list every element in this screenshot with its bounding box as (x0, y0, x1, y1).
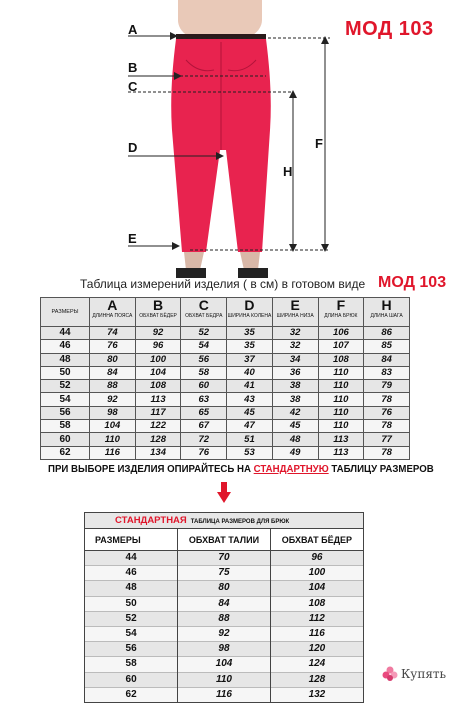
measure-cell: 110 (318, 393, 364, 406)
standard-row (85, 626, 363, 641)
standard-cell: 120 (270, 642, 363, 657)
size-cell: 60 (41, 433, 90, 446)
measure-cell: 32 (272, 340, 318, 353)
measure-cell: 110 (318, 420, 364, 433)
standard-header-row (85, 529, 363, 551)
measure-cell: 54 (181, 340, 227, 353)
measure-cell: 88 (90, 380, 136, 393)
std-header-sizes: РАЗМЕРЫ (85, 529, 178, 551)
measurement-row (41, 406, 410, 419)
notice-highlight: СТАНДАРТНУЮ (253, 463, 329, 475)
size-cell: 48 (85, 581, 178, 596)
label-a: A (128, 22, 138, 37)
column-header: D ШИРИНА КОЛЕНА (227, 298, 273, 327)
column-header: B ОБХВАТ БЁДЕР (135, 298, 181, 327)
measure-cell: 74 (90, 327, 136, 340)
measurement-row (41, 446, 410, 459)
measure-cell: 38 (272, 393, 318, 406)
measurement-table (40, 297, 410, 460)
standard-row (85, 596, 363, 611)
standard-row (85, 672, 363, 687)
column-header: E ШИРИНА НИЗА (272, 298, 318, 327)
sizes-header: РАЗМЕРЫ (41, 298, 90, 327)
standard-cell: 110 (178, 672, 271, 687)
measure-cell: 77 (364, 433, 410, 446)
measure-cell: 96 (135, 340, 181, 353)
standard-title-rest: ТАБЛИЦА РАЗМЕРОВ ДЛЯ БРЮК (190, 519, 290, 525)
site-logo[interactable] (382, 666, 446, 682)
measure-cell: 45 (272, 420, 318, 433)
measurement-row (41, 366, 410, 379)
measure-cell: 128 (135, 433, 181, 446)
measure-cell: 78 (364, 446, 410, 459)
measure-cell: 113 (135, 393, 181, 406)
size-cell: 62 (85, 687, 178, 702)
measure-cell: 49 (272, 446, 318, 459)
label-f: F (315, 136, 323, 151)
measure-cell: 67 (181, 420, 227, 433)
std-header-waist: ОБХВАТ ТАЛИИ (178, 529, 271, 551)
measure-cell: 56 (181, 353, 227, 366)
size-cell: 58 (41, 420, 90, 433)
measure-table-model: МОД 103 (378, 274, 447, 291)
measurement-row (41, 393, 410, 406)
label-b: B (128, 60, 138, 75)
standard-cell: 75 (178, 566, 271, 581)
measurement-row (41, 353, 410, 366)
measure-cell: 78 (364, 420, 410, 433)
measurement-row (41, 420, 410, 433)
measure-cell: 78 (364, 393, 410, 406)
measure-cell: 134 (135, 446, 181, 459)
label-c: C (128, 79, 138, 94)
standard-table (85, 529, 363, 702)
standard-cell: 112 (270, 611, 363, 626)
measure-cell: 37 (227, 353, 273, 366)
measure-cell: 104 (90, 420, 136, 433)
measure-cell: 116 (90, 446, 136, 459)
std-header-hips: ОБХВАТ БЁДЕР (270, 529, 363, 551)
measure-cell: 60 (181, 380, 227, 393)
measurement-row (41, 433, 410, 446)
measure-cell: 76 (90, 340, 136, 353)
measure-cell: 38 (272, 380, 318, 393)
measure-cell: 76 (181, 446, 227, 459)
measure-cell: 79 (364, 380, 410, 393)
measure-cell: 41 (227, 380, 273, 393)
measure-cell: 35 (227, 340, 273, 353)
measure-cell: 106 (318, 327, 364, 340)
standard-cell: 100 (270, 566, 363, 581)
label-e: E (128, 231, 137, 246)
standard-cell: 70 (178, 551, 271, 566)
measure-cell: 108 (135, 380, 181, 393)
measure-cell: 52 (181, 327, 227, 340)
measure-cell: 42 (272, 406, 318, 419)
measure-cell: 113 (318, 433, 364, 446)
measure-cell: 110 (90, 433, 136, 446)
measure-cell: 92 (90, 393, 136, 406)
measure-cell: 83 (364, 366, 410, 379)
label-d: D (128, 140, 138, 155)
measure-cell: 92 (135, 327, 181, 340)
size-cell: 48 (41, 353, 90, 366)
measure-cell: 40 (227, 366, 273, 379)
measure-table-caption: Таблица измерений изделия ( в см) в готовом виде (80, 277, 366, 291)
size-cell: 62 (41, 446, 90, 459)
standard-size-table (84, 512, 364, 703)
standard-cell: 132 (270, 687, 363, 702)
size-cell: 60 (85, 672, 178, 687)
measure-cell: 107 (318, 340, 364, 353)
measurement-header-row (41, 298, 410, 327)
measure-cell: 35 (227, 327, 273, 340)
size-cell: 46 (41, 340, 90, 353)
size-cell: 50 (85, 596, 178, 611)
standard-body (85, 551, 363, 702)
size-cell: 54 (85, 626, 178, 641)
standard-cell: 116 (270, 626, 363, 641)
measure-cell: 85 (364, 340, 410, 353)
notice-text-1: ПРИ ВЫБОРЕ ИЗДЕЛИЯ ОПИРАЙТЕСЬ НА (48, 463, 254, 475)
measure-cell: 53 (227, 446, 273, 459)
standard-title-red: СТАНДАРТНАЯ (115, 515, 187, 526)
measure-cell: 110 (318, 406, 364, 419)
standard-cell: 96 (270, 551, 363, 566)
standard-row (85, 657, 363, 672)
measure-cell: 86 (364, 327, 410, 340)
column-header: A ДЛИННА ПОЯСА (90, 298, 136, 327)
standard-row (85, 551, 363, 566)
measure-cell: 72 (181, 433, 227, 446)
size-cell: 58 (85, 657, 178, 672)
measure-cell: 100 (135, 353, 181, 366)
measure-cell: 117 (135, 406, 181, 419)
standard-table-title (85, 513, 363, 529)
measure-cell: 110 (318, 380, 364, 393)
measure-cell: 47 (227, 420, 273, 433)
standard-row (85, 566, 363, 581)
standard-row (85, 581, 363, 596)
measure-cell: 108 (318, 353, 364, 366)
measure-cell: 76 (364, 406, 410, 419)
column-header: H ДЛИНА ШАГА (364, 298, 410, 327)
measure-cell: 63 (181, 393, 227, 406)
measure-cell: 32 (272, 327, 318, 340)
measure-cell: 113 (318, 446, 364, 459)
measure-cell: 84 (364, 353, 410, 366)
size-cell: 52 (41, 380, 90, 393)
measure-cell: 65 (181, 406, 227, 419)
standard-cell: 84 (178, 596, 271, 611)
measure-cell: 58 (181, 366, 227, 379)
measure-cell: 45 (227, 406, 273, 419)
model-title: МОД 103 (345, 18, 434, 40)
notice-text-2: ТАБЛИЦУ РАЗМЕРОВ (328, 463, 434, 475)
measure-cell: 122 (135, 420, 181, 433)
standard-cell: 116 (178, 687, 271, 702)
size-cell: 44 (85, 551, 178, 566)
measure-cell: 104 (135, 366, 181, 379)
measure-cell: 84 (90, 366, 136, 379)
measure-cell: 51 (227, 433, 273, 446)
measurement-row (41, 340, 410, 353)
measure-cell: 48 (272, 433, 318, 446)
measurement-row (41, 380, 410, 393)
standard-row (85, 611, 363, 626)
standard-cell: 104 (178, 657, 271, 672)
pants-illustration (0, 0, 460, 285)
measurement-body (41, 327, 410, 460)
standard-cell: 128 (270, 672, 363, 687)
standard-cell: 92 (178, 626, 271, 641)
size-cell: 44 (41, 327, 90, 340)
standard-row (85, 687, 363, 702)
column-header: C ОБХВАТ БЕДРА (181, 298, 227, 327)
measure-cell: 98 (90, 406, 136, 419)
measure-cell: 43 (227, 393, 273, 406)
size-cell: 46 (85, 566, 178, 581)
standard-cell: 104 (270, 581, 363, 596)
measure-cell: 34 (272, 353, 318, 366)
measure-cell: 36 (272, 366, 318, 379)
standard-row (85, 642, 363, 657)
logo-text: Купять (401, 667, 447, 681)
size-notice (48, 463, 434, 475)
measurement-row (41, 327, 410, 340)
label-h: H (283, 164, 293, 179)
measure-cell: 80 (90, 353, 136, 366)
size-cell: 56 (85, 642, 178, 657)
size-cell: 50 (41, 366, 90, 379)
standard-cell: 124 (270, 657, 363, 672)
size-cell: 54 (41, 393, 90, 406)
column-header: F ДЛИНА БРЮК (318, 298, 364, 327)
standard-cell: 108 (270, 596, 363, 611)
measure-cell: 110 (318, 366, 364, 379)
standard-cell: 88 (178, 611, 271, 626)
size-cell: 56 (41, 406, 90, 419)
size-cell: 52 (85, 611, 178, 626)
arrow-down-icon (217, 482, 231, 504)
flower-logo-icon (382, 666, 398, 682)
standard-cell: 98 (178, 642, 271, 657)
standard-cell: 80 (178, 581, 271, 596)
product-diagram (0, 0, 460, 285)
